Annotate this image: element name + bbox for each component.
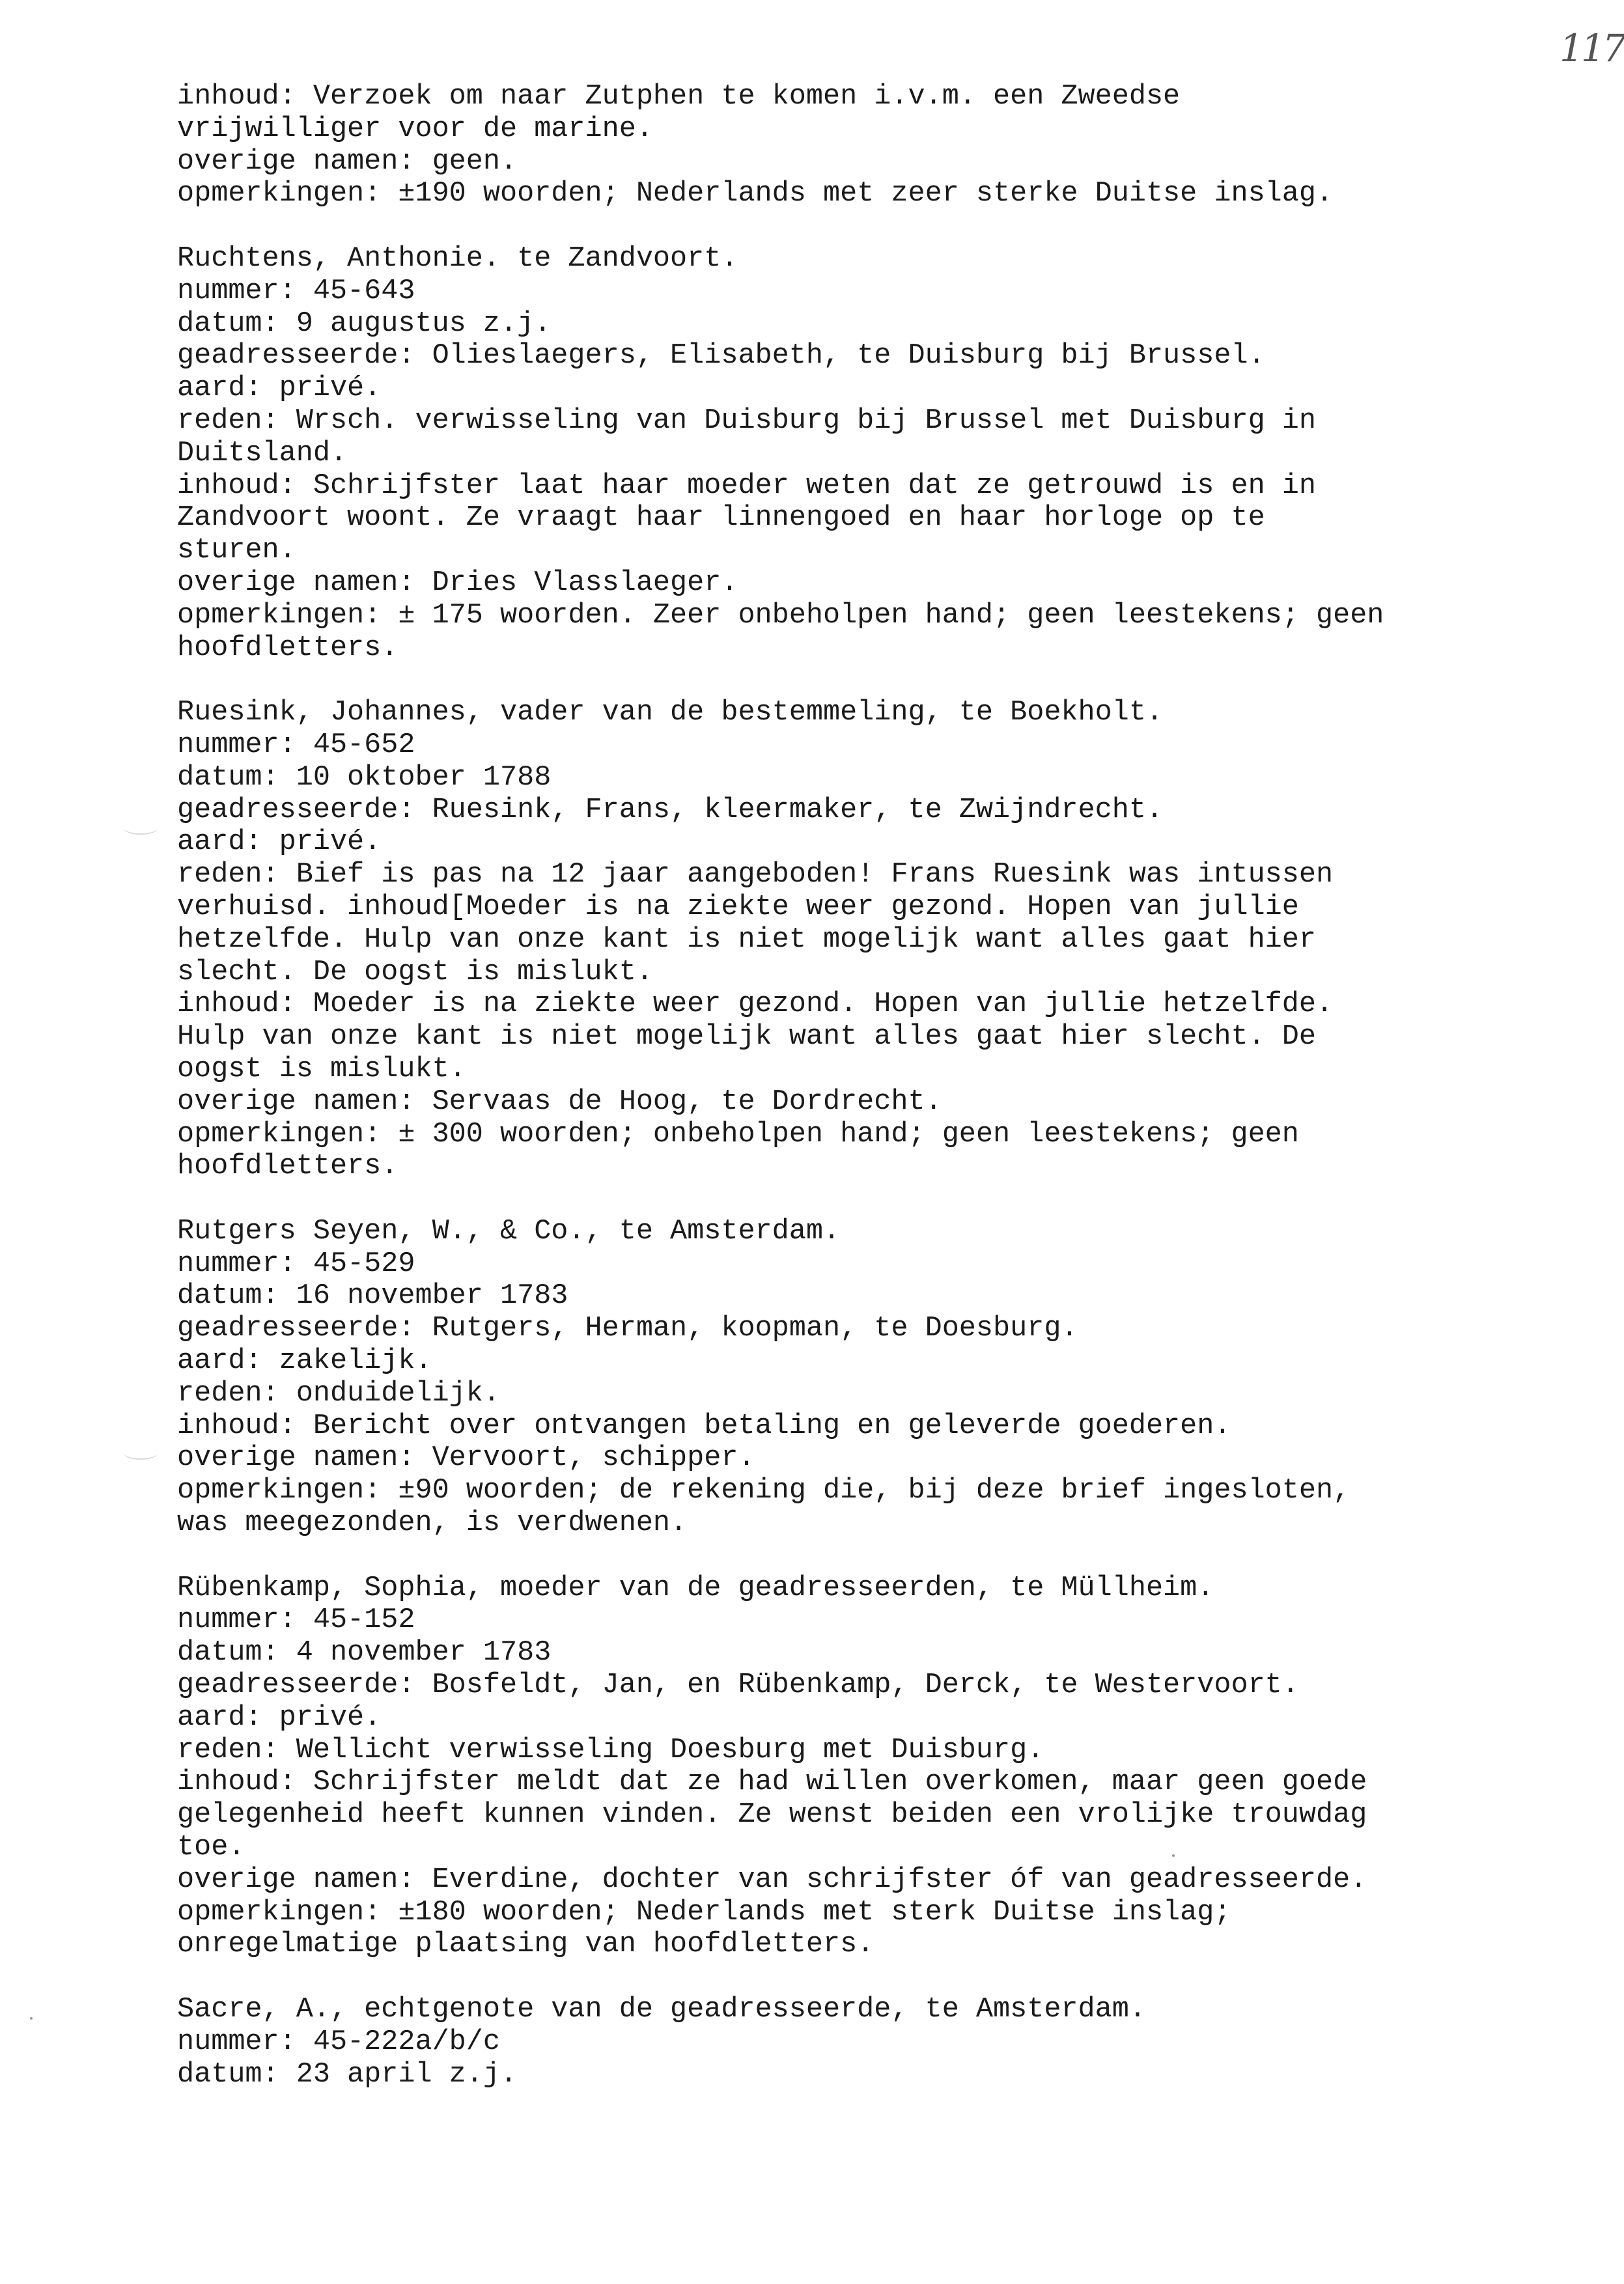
text-line: opmerkingen: ± 175 woorden. Zeer onbeholpen hand; geen leestekens; geen — [177, 599, 1384, 632]
paragraph-gap — [177, 1183, 1519, 1216]
text-line: Zandvoort woont. Ze vraagt haar linnengoed en haar horloge op te — [177, 502, 1265, 535]
text-line: Ruesink, Johannes, vader van de bestemmeling, te Boekholt. — [177, 697, 1164, 729]
text-line: opmerkingen: ±180 woorden; Nederlands met sterk Duitse inslag; — [177, 1896, 1231, 1929]
paragraph-gap — [177, 664, 1519, 697]
paragraph-gap — [177, 1961, 1519, 1994]
text-line: overige namen: Dries Vlasslaeger. — [177, 566, 738, 599]
text-line: datum: 4 november 1783 — [177, 1637, 552, 1669]
text-line: verhuisd. inhoud[Moeder is na ziekte weer gezond. Hopen van jullie — [177, 891, 1299, 923]
text-line: sturen. — [177, 535, 296, 567]
text-line: nummer: 45-643 — [177, 275, 415, 307]
text-line: overige namen: Vervoort, schipper. — [177, 1442, 755, 1475]
document-body — [177, 81, 1519, 2091]
text-line: aard: zakelijk. — [177, 1345, 432, 1378]
punch-hole-mark — [124, 822, 158, 835]
text-line: geadresseerde: Olieslaegers, Elisabeth, te Duisburg bij Brussel. — [177, 340, 1265, 372]
text-line: inhoud: Bericht over ontvangen betaling en geleverde goederen. — [177, 1410, 1231, 1442]
text-line: Hulp van onze kant is niet mogelijk want alles gaat hier slecht. De — [177, 1021, 1316, 1053]
punch-hole-mark — [124, 1447, 158, 1460]
text-line: onregelmatige plaatsing van hoofdletters. — [177, 1929, 875, 1961]
text-line: toe. — [177, 1831, 245, 1864]
text-line: reden: onduidelijk. — [177, 1377, 500, 1410]
text-line: reden: Bief is pas na 12 jaar aangeboden! Frans Ruesink was intussen — [177, 859, 1334, 891]
text-line: nummer: 45-222a/b/c — [177, 2026, 500, 2058]
text-line: hoofdletters. — [177, 1150, 399, 1183]
scan-speck — [30, 2017, 33, 2020]
text-line: aard: privé. — [177, 826, 382, 859]
text-line: datum: 23 april z.j. — [177, 2058, 518, 2091]
text-line: geadresseerde: Ruesink, Frans, kleermaker, te Zwijndrecht. — [177, 794, 1164, 826]
paragraph-gap — [177, 210, 1519, 243]
text-line: nummer: 45-152 — [177, 1604, 415, 1637]
text-line: overige namen: Servaas de Hoog, te Dordrecht. — [177, 1085, 942, 1118]
paragraph-gap — [177, 1540, 1519, 1572]
text-line: aard: privé. — [177, 372, 382, 405]
text-line: overige namen: geen. — [177, 145, 518, 178]
text-line: inhoud: Schrijfster laat haar moeder weten dat ze getrouwd is en in — [177, 469, 1316, 502]
text-line: datum: 9 augustus z.j. — [177, 307, 552, 340]
text-line: Rübenkamp, Sophia, moeder van de geadresseerden, te Müllheim. — [177, 1572, 1214, 1604]
text-line: slecht. De oogst is mislukt. — [177, 956, 653, 988]
text-line: datum: 10 oktober 1788 — [177, 761, 552, 794]
text-line: opmerkingen: ±90 woorden; de rekening die, bij deze brief ingesloten, — [177, 1475, 1351, 1507]
text-line: hetzelfde. Hulp van onze kant is niet mogelijk want alles gaat hier — [177, 923, 1316, 956]
text-line: reden: Wellicht verwisseling Doesburg met Duisburg. — [177, 1734, 1044, 1766]
text-line: Duitsland. — [177, 437, 348, 469]
text-line: Rutgers Seyen, W., & Co., te Amsterdam. — [177, 1215, 841, 1247]
page-number: 117 — [1560, 26, 1624, 70]
text-line: nummer: 45-529 — [177, 1247, 415, 1280]
text-line: Ruchtens, Anthonie. te Zandvoort. — [177, 242, 738, 275]
text-line: aard: privé. — [177, 1701, 382, 1734]
text-line: inhoud: Schrijfster meldt dat ze had willen overkomen, maar geen goede — [177, 1766, 1367, 1799]
text-line: inhoud: Moeder is na ziekte weer gezond. Hopen van jullie hetzelfde. — [177, 988, 1334, 1021]
text-line: overige namen: Everdine, dochter van schrijfster óf van geadresseerde. — [177, 1863, 1367, 1896]
text-line: geadresseerde: Bosfeldt, Jan, en Rübenkamp, Derck, te Westervoort. — [177, 1669, 1299, 1702]
text-line: datum: 16 november 1783 — [177, 1280, 568, 1313]
text-line: was meegezonden, is verdwenen. — [177, 1507, 688, 1540]
text-line: inhoud: Verzoek om naar Zutphen te komen i.v.m. een Zweedse — [177, 81, 1181, 113]
text-line: opmerkingen: ± 300 woorden; onbeholpen hand; geen leestekens; geen — [177, 1118, 1299, 1150]
text-line: geadresseerde: Rutgers, Herman, koopman, te Doesburg. — [177, 1313, 1078, 1345]
text-line: Sacre, A., echtgenote van de geadresseerde, te Amsterdam. — [177, 1994, 1146, 2026]
text-line: nummer: 45-652 — [177, 729, 415, 761]
text-line: hoofdletters. — [177, 632, 399, 664]
text-line: reden: Wrsch. verwisseling van Duisburg bij Brussel met Duisburg in — [177, 404, 1316, 437]
text-line: gelegenheid heeft kunnen vinden. Ze wenst beiden een vrolijke trouwdag — [177, 1799, 1367, 1831]
text-line: vrijwilliger voor de marine. — [177, 113, 653, 145]
text-line: opmerkingen: ±190 woorden; Nederlands met zeer sterke Duitse inslag. — [177, 178, 1334, 210]
text-line: oogst is mislukt. — [177, 1053, 466, 1085]
